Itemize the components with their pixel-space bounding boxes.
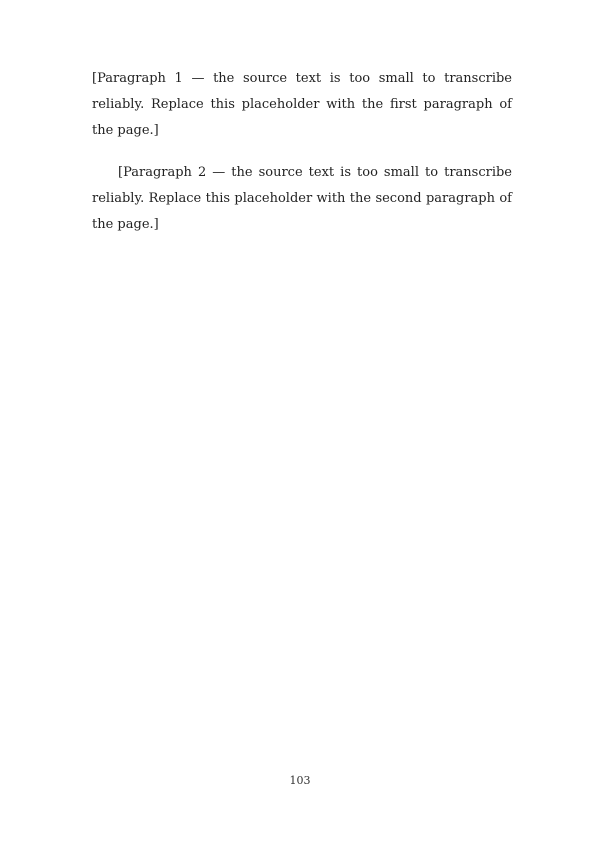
body-text [92, 66, 512, 254]
page-number: 103 [289, 774, 311, 787]
paragraph: [Paragraph 1 — the source text is too small to transcribe reliably. Replace this placeholder with the first paragraph of the page.] [92, 71, 512, 138]
paragraph: [Paragraph 2 — the source text is too small to transcribe reliably. Replace this placeholder with the second paragraph of the page.] [92, 165, 512, 232]
